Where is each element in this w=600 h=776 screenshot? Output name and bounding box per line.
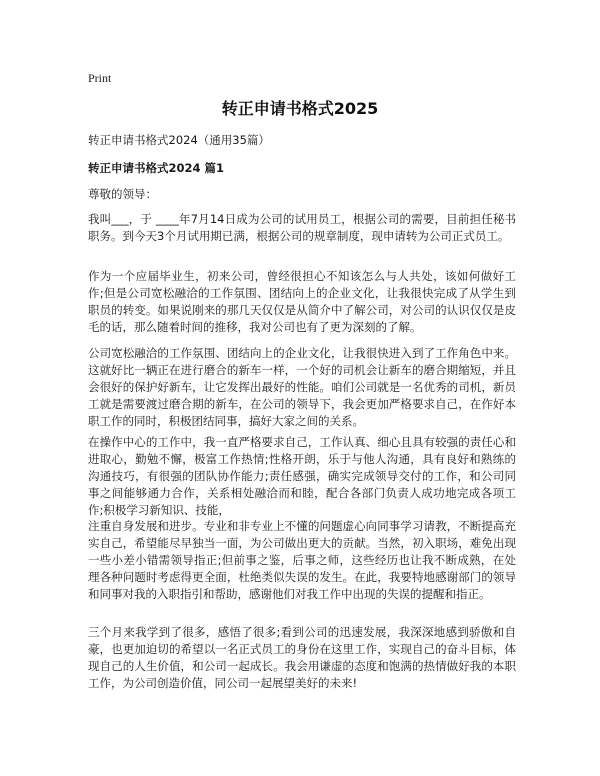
body-paragraph: 作为一个应届毕业生，初来公司，曾经很担心不知该怎么与人共处，该如何做好工作;但是公司宽松融洽的工作氛围、团结向上的企业文化，让我很快完成了从学生到职员的转变。如果说刚来的那几天仅仅是从简介中了解公司，对公司的认识仅仅是皮毛的话，那么随着时间的推移，我对公司也有了更为深刻的了解。 bbox=[88, 269, 516, 334]
print-link[interactable]: Print bbox=[88, 71, 112, 85]
body-paragraph: 注重自身发展和进步。专业和非专业上不懂的问题虚心向同事学习请教，不断提高充实自己，希望能尽早独当一面，为公司做出更大的贡献。当然，初入职场，难免出现一些小差小错需领导指正;但前事之鉴，后事之师，这些经历也让我不断成熟，在处理各种问题时考虑得更全面，杜绝类似失误的发生。在此，我要特地感谢部门的领导和同事对我的入职指引和帮助，感谢他们对我工作中出现的失误的提醒和指正。 bbox=[88, 519, 516, 601]
body-paragraph: 三个月来我学到了很多，感悟了很多;看到公司的迅速发展，我深深地感到骄傲和自豪，也更加迫切的希望以一名正式员工的身份在这里工作，实现自己的奋斗目标，体现自己的人生价值，和公司一起成长。我会用谦虚的态度和饱满的热情做好我的本职工作，为公司创造价值，同公司一起展望美好的未来! bbox=[88, 625, 516, 690]
page-title: 转正申请书格式2025 bbox=[221, 99, 379, 118]
greeting-text: 尊敬的领导： bbox=[88, 187, 157, 201]
document-subtitle: 转正申请书格式2024（通用35篇） bbox=[88, 133, 270, 147]
body-paragraph: 公司宽松融洽的工作氛围、团结向上的企业文化，让我很快进入到了工作角色中来。这就好比一辆正在进行磨合的新车一样，一个好的司机会让新车的磨合期缩短，并且会很好的保护好新车，让它发挥出最好的性能。咱们公司就是一名优秀的司机，新员工就是需要渡过磨合期的新车，在公司的领导下，我会更加严格要求自己，在作好本职工作的同时，积极团结同事，搞好大家之间的关系。 bbox=[88, 346, 516, 428]
body-paragraph: 我叫___，于 ____年7月14日成为公司的试用员工，根据公司的需要，目前担任秘书职务。到今天3个月试用期已满，根据公司的规章制度，现申请转为公司正式员工。 bbox=[88, 212, 516, 243]
section-heading: 转正申请书格式2024 篇1 bbox=[88, 161, 225, 175]
body-paragraph: 在操作中心的工作中，我一直严格要求自己，工作认真、细心且具有较强的责任心和进取心，勤勉不懈，极富工作热情;性格开朗，乐于与他人沟通，具有良好和熟练的沟通技巧，有很强的团队协作能力;责任感强，确实完成领导交付的工作，和公司同事之间能够通力合作，关系相处融洽而和睦，配合各部门负责人成功地完成各项工作;积极学习新知识、技能， bbox=[88, 435, 516, 517]
